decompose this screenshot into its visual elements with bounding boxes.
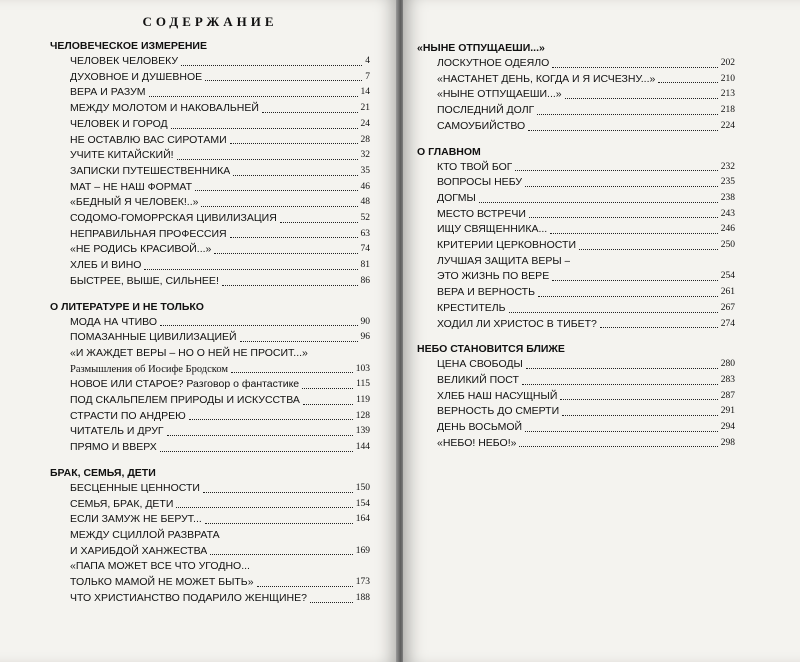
toc-entry[interactable] bbox=[50, 512, 370, 528]
dot-leader bbox=[658, 82, 717, 83]
entry-title: ВЕЛИКИЙ ПОСТ bbox=[437, 373, 519, 386]
dot-leader bbox=[479, 202, 718, 203]
entry-title: БЕСЦЕННЫЕ ЦЕННОСТИ bbox=[70, 481, 200, 494]
toc-entry[interactable] bbox=[417, 285, 735, 301]
entry-title: ВЕРНОСТЬ ДО СМЕРТИ bbox=[437, 405, 560, 418]
toc-title: СОДЕРЖАНИЕ bbox=[142, 14, 278, 29]
toc-entry[interactable] bbox=[50, 148, 370, 164]
toc-entry[interactable] bbox=[50, 544, 370, 560]
entry-title: НОВОЕ ИЛИ СТАРОЕ? Разговор о фантастике bbox=[70, 378, 300, 391]
entry-title: НЕ ОСТАВЛЮ ВАС СИРОТАМИ bbox=[70, 133, 227, 146]
entry-title: ЗАПИСКИ ПУТЕШЕСТВЕННИКА bbox=[70, 164, 231, 177]
toc-entry[interactable] bbox=[417, 72, 735, 88]
page-number: 164 bbox=[355, 514, 370, 525]
dot-leader bbox=[160, 325, 358, 326]
dot-leader bbox=[231, 372, 353, 373]
dot-leader bbox=[240, 341, 358, 342]
toc-entry[interactable] bbox=[417, 207, 735, 223]
toc-entry[interactable] bbox=[417, 87, 735, 103]
toc-entry[interactable] bbox=[50, 227, 370, 243]
dot-leader bbox=[303, 404, 353, 405]
toc-entry[interactable] bbox=[417, 404, 735, 420]
entry-title: ПОД СКАЛЬПЕЛЕМ ПРИРОДЫ И ИСКУССТВА bbox=[70, 394, 300, 407]
dot-leader bbox=[177, 159, 358, 160]
toc-entry[interactable] bbox=[50, 258, 370, 274]
entry-title: «НЫНЕ ОТПУЩАЕШИ...» bbox=[437, 88, 562, 101]
dot-leader bbox=[181, 65, 362, 66]
toc-section bbox=[50, 465, 370, 607]
toc-entry[interactable] bbox=[50, 85, 370, 101]
page-number: 21 bbox=[360, 103, 370, 114]
page-number: 32 bbox=[360, 150, 370, 161]
page-number: 52 bbox=[360, 213, 370, 224]
dot-leader bbox=[167, 435, 353, 436]
entry-title: «НАСТАНЕТ ДЕНЬ, КОГДА И Я ИСЧЕЗНУ...» bbox=[437, 72, 656, 85]
dot-leader bbox=[525, 431, 718, 432]
entry-title: «НЕБО! НЕБО!» bbox=[437, 436, 517, 449]
toc-entry[interactable] bbox=[50, 101, 370, 117]
entry-title: ИЩУ СВЯЩЕННИКА... bbox=[437, 223, 548, 236]
entry-title: ДОГМЫ bbox=[437, 191, 476, 204]
entry-title: ДУХОВНОЕ И ДУШЕВНОЕ bbox=[70, 70, 203, 83]
toc-section bbox=[50, 38, 370, 290]
page-number: 254 bbox=[720, 271, 735, 282]
page-number: 86 bbox=[360, 275, 370, 286]
page-number: 81 bbox=[360, 260, 370, 271]
page-number: 210 bbox=[720, 73, 735, 84]
entry-title: КРЕСТИТЕЛЬ bbox=[437, 301, 506, 314]
toc-entry[interactable] bbox=[50, 274, 370, 290]
entry-title: ЛОСКУТНОЕ ОДЕЯЛО bbox=[437, 57, 550, 69]
dot-leader bbox=[550, 233, 718, 234]
entry-title: ДЕНЬ ВОСЬМОЙ bbox=[437, 421, 523, 434]
entry-title: СОДОМО-ГОМОРРСКАЯ ЦИВИЛИЗАЦИЯ bbox=[70, 212, 277, 225]
toc-entry[interactable] bbox=[50, 133, 370, 149]
dot-leader bbox=[189, 419, 353, 420]
toc-entry[interactable] bbox=[50, 330, 370, 346]
section-heading: «НЫНЕ ОТПУЩАЕШИ...» bbox=[417, 42, 545, 54]
dot-leader bbox=[310, 602, 353, 603]
toc-entry[interactable] bbox=[417, 238, 735, 254]
page-number: 243 bbox=[720, 208, 735, 219]
dot-leader bbox=[280, 222, 358, 223]
toc-entry[interactable] bbox=[417, 389, 735, 405]
page-number: 169 bbox=[355, 545, 370, 556]
toc-section bbox=[417, 341, 735, 451]
page-number: 103 bbox=[355, 363, 370, 374]
entry-title: СТРАСТИ ПО АНДРЕЮ bbox=[70, 409, 186, 422]
toc-entry[interactable] bbox=[417, 119, 735, 135]
right-page bbox=[403, 0, 800, 662]
toc-entry[interactable] bbox=[417, 317, 735, 333]
dot-leader bbox=[522, 384, 718, 385]
entry-title: ХЛЕБ И ВИНО bbox=[70, 259, 142, 272]
section-heading: БРАК, СЕМЬЯ, ДЕТИ bbox=[50, 466, 156, 479]
dot-leader bbox=[519, 446, 717, 447]
page-number: 173 bbox=[355, 577, 370, 588]
page-number: 218 bbox=[720, 105, 735, 116]
section-heading: НЕБО СТАНОВИТСЯ БЛИЖЕ bbox=[417, 343, 565, 356]
right-column bbox=[417, 40, 735, 451]
entry-title: «И ЖАЖДЕТ ВЕРЫ – НО О НЕЙ НЕ ПРОСИТ...» bbox=[70, 346, 308, 359]
page-number: 261 bbox=[720, 287, 735, 298]
dot-leader bbox=[538, 296, 718, 297]
page-number: 298 bbox=[720, 437, 735, 448]
entry-title: ЛУЧШАЯ ЗАЩИТА ВЕРЫ – bbox=[437, 254, 571, 267]
dot-leader bbox=[205, 523, 353, 524]
entry-title: ВЕРА И ВЕРНОСТЬ bbox=[437, 286, 535, 299]
entry-title: САМОУБИЙСТВО bbox=[437, 119, 526, 132]
page-number: 24 bbox=[360, 118, 370, 129]
entry-title: КРИТЕРИИ ЦЕРКОВНОСТИ bbox=[437, 239, 576, 252]
dot-leader bbox=[600, 327, 718, 328]
page-number: 128 bbox=[355, 410, 370, 421]
page-number: 154 bbox=[355, 498, 370, 509]
dot-leader bbox=[214, 253, 357, 254]
page-number: 74 bbox=[360, 244, 370, 255]
entry-title: ЧЕЛОВЕК И ГОРОД bbox=[70, 117, 168, 130]
toc-entry[interactable] bbox=[417, 56, 735, 72]
entry-title: ХОДИЛ ЛИ ХРИСТОС В ТИБЕТ? bbox=[437, 317, 597, 330]
page-number: 213 bbox=[720, 89, 735, 100]
page-number: 235 bbox=[720, 177, 735, 188]
toc-section bbox=[50, 299, 370, 456]
toc-entry[interactable] bbox=[50, 575, 370, 591]
dot-leader bbox=[195, 190, 357, 191]
entry-title: НЕПРАВИЛЬНАЯ ПРОФЕССИЯ bbox=[70, 227, 227, 240]
page-number: 46 bbox=[360, 181, 370, 192]
toc-entry[interactable] bbox=[50, 393, 370, 409]
toc-entry[interactable] bbox=[417, 103, 735, 119]
entry-title: «БЕДНЫЙ Я ЧЕЛОВЕК!..» bbox=[70, 196, 199, 209]
dot-leader bbox=[562, 415, 718, 416]
toc-entry[interactable] bbox=[50, 440, 370, 456]
dot-leader bbox=[552, 67, 717, 68]
toc-entry[interactable] bbox=[50, 195, 370, 211]
page-number: 139 bbox=[355, 426, 370, 437]
toc-entry[interactable] bbox=[50, 117, 370, 133]
toc-entry[interactable] bbox=[417, 222, 735, 238]
left-column bbox=[50, 14, 370, 607]
dot-leader bbox=[560, 399, 717, 400]
entry-title: УЧИТЕ КИТАЙСКИЙ! bbox=[70, 149, 174, 162]
entry-title: «НЕ РОДИСЬ КРАСИВОЙ...» bbox=[70, 243, 212, 256]
page-number: 7 bbox=[365, 71, 370, 82]
dot-leader bbox=[565, 98, 718, 99]
dot-leader bbox=[205, 80, 362, 81]
entry-title: СЕМЬЯ, БРАК, ДЕТИ bbox=[70, 497, 174, 510]
page-number: 283 bbox=[720, 374, 735, 385]
entry-title: ХЛЕБ НАШ НАСУЩНЫЙ bbox=[437, 389, 558, 402]
page-number: 14 bbox=[360, 87, 370, 98]
dot-leader bbox=[230, 143, 358, 144]
dot-leader bbox=[526, 368, 718, 369]
dot-leader bbox=[233, 175, 357, 176]
dot-leader bbox=[528, 130, 718, 131]
toc-entry[interactable] bbox=[50, 164, 370, 180]
dot-leader bbox=[515, 170, 717, 171]
dot-leader bbox=[262, 112, 358, 113]
toc-entry[interactable] bbox=[50, 346, 370, 362]
toc-entry[interactable] bbox=[417, 254, 735, 270]
right-sections bbox=[417, 40, 735, 451]
toc-entry[interactable] bbox=[417, 269, 735, 285]
page-number: 294 bbox=[720, 422, 735, 433]
toc-section bbox=[417, 40, 735, 135]
dot-leader bbox=[203, 492, 353, 493]
toc-entry[interactable] bbox=[417, 301, 735, 317]
entry-title: «ПАПА МОЖЕТ ВСЕ ЧТО УГОДНО... bbox=[70, 560, 250, 573]
entry-title: МОДА НА ЧТИВО bbox=[70, 315, 157, 328]
entry-title: ВЕРА И РАЗУМ bbox=[70, 86, 146, 99]
page-number: 96 bbox=[360, 332, 370, 343]
entry-title: ПРЯМО И ВВЕРХ bbox=[70, 441, 157, 454]
page-number: 119 bbox=[356, 395, 370, 406]
dot-leader bbox=[149, 96, 358, 97]
entry-title: МЕСТО ВСТРЕЧИ bbox=[437, 207, 526, 220]
dot-leader bbox=[552, 280, 718, 281]
toc-entry[interactable] bbox=[50, 591, 370, 607]
toc-entry[interactable] bbox=[50, 424, 370, 440]
entry-title: ЭТО ЖИЗНЬ ПО ВЕРЕ bbox=[437, 270, 550, 283]
dot-leader bbox=[579, 249, 718, 250]
entry-title: ПОСЛЕДНИЙ ДОЛГ bbox=[437, 104, 535, 117]
page-number: 28 bbox=[360, 134, 370, 145]
toc-entry[interactable] bbox=[417, 191, 735, 207]
dot-leader bbox=[257, 586, 353, 587]
toc-entry[interactable] bbox=[417, 420, 735, 436]
entry-title: МЕЖДУ МОЛОТОМ И НАКОВАЛЬНЕЙ bbox=[70, 102, 259, 115]
page-number: 188 bbox=[355, 592, 370, 603]
toc-entry[interactable] bbox=[50, 377, 370, 393]
dot-leader bbox=[201, 206, 357, 207]
toc-entry[interactable] bbox=[50, 559, 370, 575]
toc-entry[interactable] bbox=[50, 211, 370, 227]
entry-title: ЦЕНА СВОБОДЫ bbox=[437, 358, 523, 371]
page-number: 48 bbox=[360, 197, 370, 208]
left-sections bbox=[50, 38, 370, 607]
page-number: 274 bbox=[720, 318, 735, 329]
entry-title: И ХАРИБДОЙ ХАНЖЕСТВА bbox=[70, 544, 208, 557]
dot-leader bbox=[230, 237, 358, 238]
page-number: 287 bbox=[720, 390, 735, 401]
entry-title: БЫСТРЕЕ, ВЫШЕ, СИЛЬНЕЕ! bbox=[70, 274, 219, 287]
section-heading: О ЛИТЕРАТУРЕ И НЕ ТОЛЬКО bbox=[50, 300, 204, 313]
toc-entry[interactable] bbox=[50, 70, 370, 86]
dot-leader bbox=[525, 186, 718, 187]
toc-entry[interactable] bbox=[417, 357, 735, 373]
entry-title: МЕЖДУ СЦИЛЛОЙ РАЗВРАТА bbox=[70, 528, 220, 541]
page-number: 232 bbox=[720, 161, 735, 172]
entry-title: ЧЕЛОВЕК ЧЕЛОВЕКУ bbox=[70, 55, 179, 67]
page-number: 90 bbox=[360, 316, 370, 327]
dot-leader bbox=[144, 269, 357, 270]
dot-leader bbox=[509, 312, 718, 313]
toc-entry[interactable] bbox=[50, 528, 370, 544]
entry-title: ВОПРОСЫ НЕБУ bbox=[437, 176, 523, 189]
entry-title: ЧИТАТЕЛЬ И ДРУГ bbox=[70, 425, 164, 438]
toc-entry[interactable] bbox=[417, 373, 735, 389]
page-number: 246 bbox=[720, 224, 735, 235]
toc-entry[interactable] bbox=[50, 180, 370, 196]
toc-entry[interactable] bbox=[417, 436, 735, 452]
dot-leader bbox=[302, 388, 353, 389]
entry-title: ЧТО ХРИСТИАНСТВО ПОДАРИЛО ЖЕНЩИНЕ? bbox=[70, 591, 307, 604]
entry-title: ТОЛЬКО МАМОЙ НЕ МОЖЕТ БЫТЬ» bbox=[70, 576, 254, 589]
toc-entry[interactable] bbox=[417, 175, 735, 191]
dot-leader bbox=[171, 128, 358, 129]
dot-leader bbox=[210, 554, 353, 555]
entry-title: ПОМАЗАННЫЕ ЦИВИЛИЗАЦИЕЙ bbox=[70, 331, 237, 344]
left-page bbox=[0, 0, 398, 662]
toc-entry[interactable] bbox=[50, 497, 370, 513]
dot-leader bbox=[222, 285, 358, 286]
toc-entry[interactable] bbox=[50, 481, 370, 497]
entry-title: Размышления об Иосифе Бродском bbox=[70, 363, 229, 375]
page-number: 150 bbox=[355, 482, 370, 493]
page-number: 202 bbox=[720, 58, 735, 68]
toc-entry[interactable] bbox=[50, 242, 370, 258]
section-heading: О ГЛАВНОМ bbox=[417, 145, 481, 158]
page-number: 4 bbox=[365, 56, 370, 66]
toc-entry[interactable] bbox=[50, 409, 370, 425]
page-number: 35 bbox=[360, 165, 370, 176]
page-number: 250 bbox=[720, 240, 735, 251]
entry-title: КТО ТВОЙ БОГ bbox=[437, 160, 513, 173]
page-number: 115 bbox=[356, 379, 370, 390]
toc-entry[interactable] bbox=[50, 362, 370, 378]
page-number: 267 bbox=[720, 302, 735, 313]
dot-leader bbox=[537, 114, 717, 115]
dot-leader bbox=[160, 451, 353, 452]
page-number: 280 bbox=[720, 359, 735, 370]
page-number: 144 bbox=[355, 442, 370, 453]
toc-entry[interactable] bbox=[417, 160, 735, 176]
entry-title: ЕСЛИ ЗАМУЖ НЕ БЕРУТ... bbox=[70, 513, 202, 526]
page-number: 291 bbox=[720, 406, 735, 417]
toc-entry[interactable] bbox=[50, 315, 370, 331]
dot-leader bbox=[176, 507, 352, 508]
page-number: 238 bbox=[720, 192, 735, 203]
toc-section bbox=[417, 144, 735, 333]
page-number: 63 bbox=[360, 228, 370, 239]
page-number: 224 bbox=[720, 120, 735, 131]
toc-entry[interactable] bbox=[50, 54, 370, 70]
dot-leader bbox=[529, 217, 718, 218]
entry-title: МАТ – НЕ НАШ ФОРМАТ bbox=[70, 180, 193, 193]
section-heading: ЧЕЛОВЕЧЕСКОЕ ИЗМЕРЕНИЕ bbox=[50, 40, 207, 52]
